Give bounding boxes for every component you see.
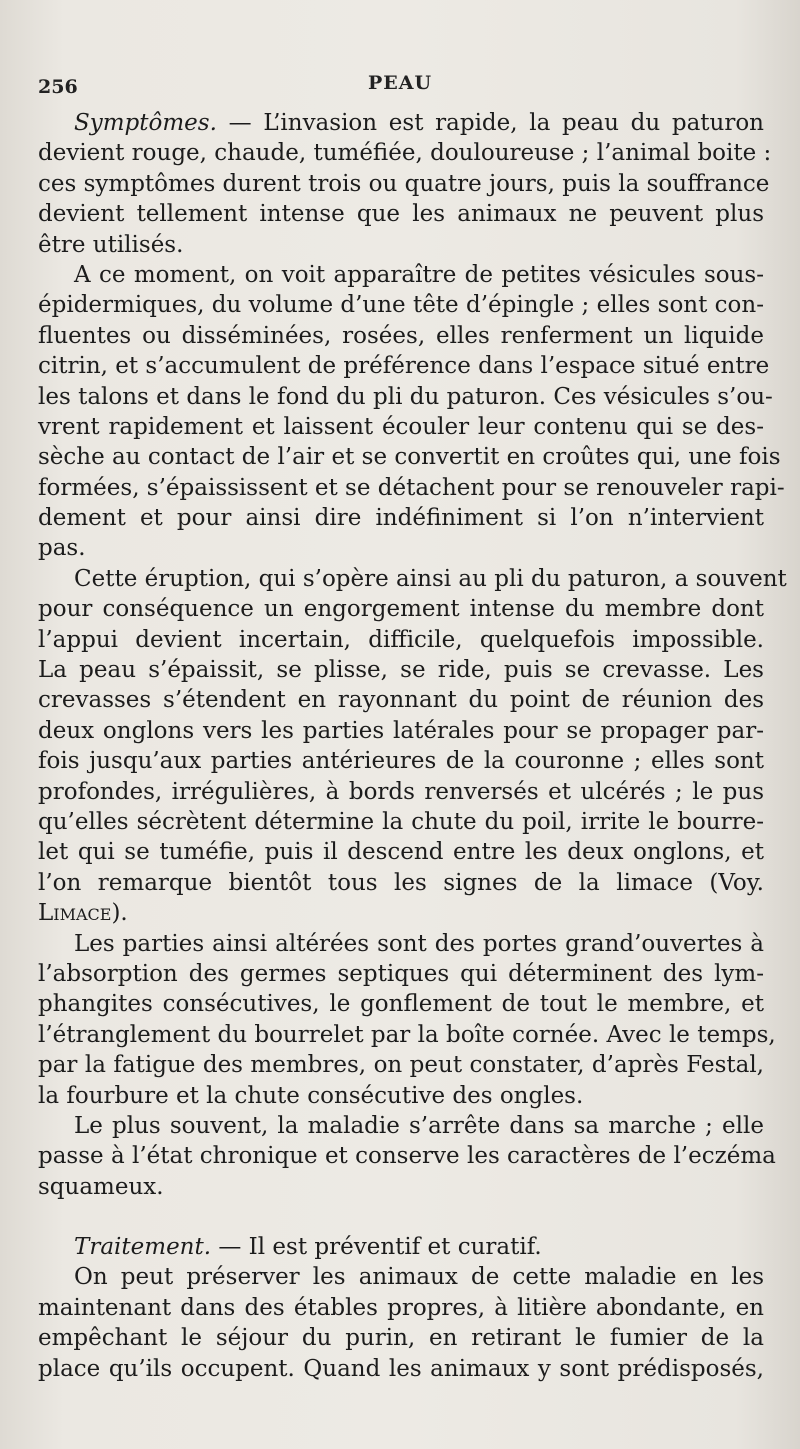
text-line: On peut préserver les animaux de cette maladie en les bbox=[74, 1264, 764, 1291]
line-text: — Il est préventif et curatif. bbox=[211, 1234, 542, 1261]
text-line: fluentes ou disséminées, rosées, elles renferment un liquide bbox=[38, 322, 764, 349]
text-line: être utilisés. bbox=[38, 231, 184, 258]
text-line: pas. bbox=[38, 535, 86, 562]
text-line: l’appui devient incertain, difficile, quelquefois impossible. bbox=[38, 626, 764, 653]
text-line: phangites consécutives, le gonflement de tout le membre, et bbox=[38, 991, 764, 1018]
line-text: — L’invasion est rapide, la peau du paturon bbox=[216, 110, 764, 136]
page-number: 256 bbox=[38, 76, 78, 98]
section-title: PEAU bbox=[367, 72, 433, 94]
text-line: deux onglons vers les parties latérales pour se propager par- bbox=[38, 717, 764, 744]
text-line: l’absorption des germes septiques qui déterminent des lym- bbox=[38, 960, 764, 987]
text-line: profondes, irrégulières, à bords renversés et ulcérés ; le pus bbox=[38, 778, 764, 805]
text-line: vrent rapidement et laissent écouler leur contenu qui se des- bbox=[38, 413, 764, 440]
text-line: épidermiques, du volume d’une tête d’épingle ; elles sont con- bbox=[38, 292, 764, 319]
text-line: les talons et dans le fond du pli du paturon. Ces vésicules s’ou- bbox=[38, 383, 773, 410]
text-line: qu’elles sécrètent détermine la chute du poil, irrite le bourre- bbox=[38, 808, 764, 835]
body-text bbox=[38, 108, 787, 1384]
text-line: crevasses s’étendent en rayonnant du point de réunion des bbox=[38, 687, 764, 714]
text-line: fois jusqu’aux parties antérieures de la couronne ; elles sont bbox=[38, 748, 764, 775]
text-line: passe à l’état chronique et conserve les caractères de l’eczéma bbox=[38, 1143, 776, 1170]
text-line: par la fatigue des membres, on peut constater, d’après Festal, bbox=[38, 1052, 764, 1079]
text-line: dement et pour ainsi dire indéfiniment si l’on n’intervient bbox=[38, 505, 764, 532]
section-gap bbox=[38, 1202, 764, 1232]
text-line: ces symptômes durent trois ou quatre jours, puis la souffrance bbox=[38, 170, 770, 197]
text-line: sèche au contact de l’air et se convertit en croûtes qui, une fois bbox=[38, 444, 781, 471]
text-line: squameux. bbox=[38, 1173, 164, 1200]
text-line: pour conséquence un engorgement intense du membre dont bbox=[38, 596, 764, 623]
text-line: let qui se tuméfie, puis il descend entre les deux onglons, et bbox=[38, 839, 764, 866]
text-line bbox=[38, 898, 764, 928]
text-line: la fourbure et la chute consécutive des ongles. bbox=[38, 1082, 584, 1109]
text-line: formées, s’épaississent et se détachent pour se renouveler rapi- bbox=[38, 474, 785, 501]
text-line: maintenant dans des étables propres, à litière abondante, en bbox=[38, 1294, 764, 1321]
text-line: Les parties ainsi altérées sont des portes grand’ouvertes à bbox=[74, 930, 764, 957]
text-line: place qu’ils occupent. Quand les animaux y sont prédisposés, bbox=[38, 1355, 764, 1382]
text-line: citrin, et s’accumulent de préférence dans l’espace situé entre bbox=[38, 353, 770, 380]
text-line: l’étranglement du bourrelet par la boîte cornée. Avec le temps, bbox=[38, 1021, 776, 1048]
text-line: Cette éruption, qui s’opère ainsi au pli du paturon, a souvent bbox=[74, 565, 787, 592]
text-line: devient tellement intense que les animaux ne peuvent plus bbox=[38, 201, 764, 228]
traitement-heading: Traitement. bbox=[74, 1234, 212, 1261]
line-text: ). bbox=[111, 900, 128, 927]
cross-reference: Limace bbox=[38, 900, 112, 927]
text-line: A ce moment, on voit apparaître de petites vésicules sous- bbox=[74, 261, 764, 288]
text-line: La peau s’épaissit, se plisse, se ride, puis se crevasse. Les bbox=[38, 657, 764, 684]
running-head bbox=[38, 72, 762, 102]
text-line: devient rouge, chaude, tuméfiée, douloureuse ; l’animal boite : bbox=[38, 140, 772, 167]
symptomes-heading: Symptômes. bbox=[74, 110, 217, 136]
text-line: empêchant le séjour du purin, en retirant le fumier de la bbox=[38, 1325, 764, 1352]
text-line bbox=[38, 108, 764, 138]
text-line: Le plus souvent, la maladie s’arrête dans sa marche ; elle bbox=[74, 1112, 764, 1139]
text-line: l’on remarque bientôt tous les signes de la limace (Voy. bbox=[38, 869, 764, 896]
text-line bbox=[38, 1232, 764, 1262]
